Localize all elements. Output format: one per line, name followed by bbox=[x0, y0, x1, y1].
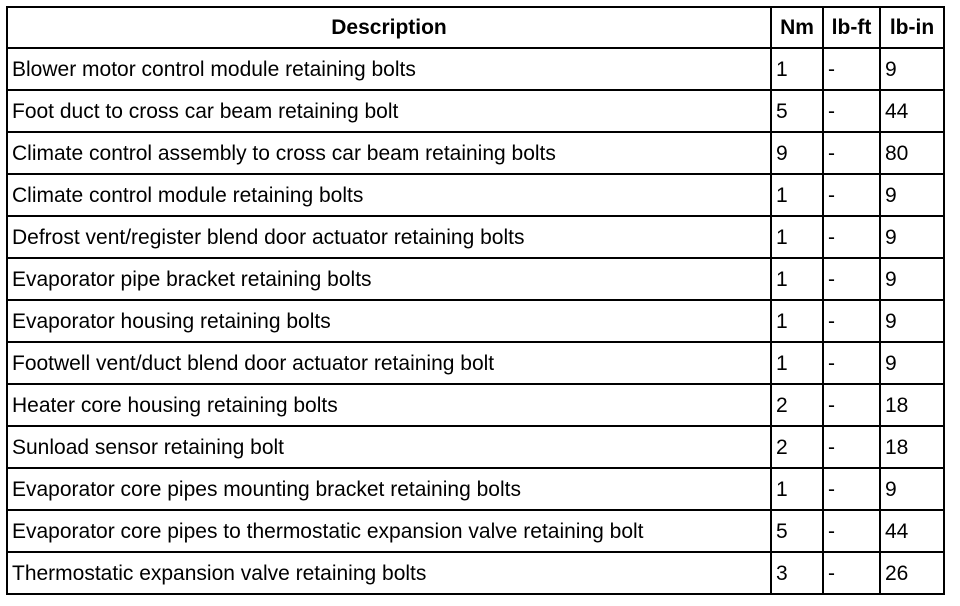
cell-description: Heater core housing retaining bolts bbox=[7, 384, 771, 426]
cell-nm: 3 bbox=[771, 552, 823, 594]
table-row bbox=[7, 90, 944, 132]
table-row bbox=[7, 216, 944, 258]
cell-nm: 1 bbox=[771, 300, 823, 342]
table-row bbox=[7, 132, 944, 174]
cell-lbin: 9 bbox=[880, 216, 944, 258]
table-row bbox=[7, 552, 944, 594]
cell-description: Evaporator core pipes mounting bracket retaining bolts bbox=[7, 468, 771, 510]
table-row bbox=[7, 384, 944, 426]
table-row bbox=[7, 258, 944, 300]
cell-lbin: 18 bbox=[880, 384, 944, 426]
cell-description: Defrost vent/register blend door actuator retaining bolts bbox=[7, 216, 771, 258]
cell-description: Evaporator core pipes to thermostatic expansion valve retaining bolt bbox=[7, 510, 771, 552]
cell-description: Thermostatic expansion valve retaining bolts bbox=[7, 552, 771, 594]
cell-lbft: - bbox=[823, 552, 880, 594]
cell-lbin: 9 bbox=[880, 258, 944, 300]
cell-lbft: - bbox=[823, 216, 880, 258]
cell-lbin: 9 bbox=[880, 342, 944, 384]
cell-nm: 1 bbox=[771, 342, 823, 384]
cell-description: Blower motor control module retaining bolts bbox=[7, 48, 771, 90]
table-header bbox=[7, 7, 944, 48]
cell-description: Climate control module retaining bolts bbox=[7, 174, 771, 216]
cell-lbft: - bbox=[823, 258, 880, 300]
cell-lbin: 9 bbox=[880, 300, 944, 342]
cell-nm: 1 bbox=[771, 258, 823, 300]
cell-nm: 9 bbox=[771, 132, 823, 174]
table-row bbox=[7, 468, 944, 510]
torque-spec-table bbox=[6, 6, 945, 595]
table-row bbox=[7, 510, 944, 552]
cell-nm: 1 bbox=[771, 216, 823, 258]
cell-lbft: - bbox=[823, 132, 880, 174]
cell-lbft: - bbox=[823, 342, 880, 384]
header-nm: Nm bbox=[771, 7, 823, 48]
header-description: Description bbox=[7, 7, 771, 48]
cell-lbft: - bbox=[823, 468, 880, 510]
table-body bbox=[7, 48, 944, 594]
table-row bbox=[7, 174, 944, 216]
cell-nm: 1 bbox=[771, 468, 823, 510]
cell-lbft: - bbox=[823, 90, 880, 132]
header-lbin: lb-in bbox=[880, 7, 944, 48]
cell-lbin: 18 bbox=[880, 426, 944, 468]
cell-lbft: - bbox=[823, 426, 880, 468]
table-row bbox=[7, 426, 944, 468]
cell-lbft: - bbox=[823, 384, 880, 426]
cell-lbin: 9 bbox=[880, 468, 944, 510]
cell-lbin: 26 bbox=[880, 552, 944, 594]
cell-lbin: 9 bbox=[880, 174, 944, 216]
cell-lbft: - bbox=[823, 300, 880, 342]
cell-lbin: 9 bbox=[880, 48, 944, 90]
cell-lbin: 80 bbox=[880, 132, 944, 174]
cell-lbft: - bbox=[823, 510, 880, 552]
header-lbft: lb-ft bbox=[823, 7, 880, 48]
cell-nm: 2 bbox=[771, 426, 823, 468]
table-row bbox=[7, 342, 944, 384]
table-row bbox=[7, 48, 944, 90]
cell-nm: 5 bbox=[771, 90, 823, 132]
cell-description: Sunload sensor retaining bolt bbox=[7, 426, 771, 468]
cell-description: Footwell vent/duct blend door actuator retaining bolt bbox=[7, 342, 771, 384]
cell-description: Foot duct to cross car beam retaining bolt bbox=[7, 90, 771, 132]
cell-nm: 5 bbox=[771, 510, 823, 552]
cell-lbin: 44 bbox=[880, 510, 944, 552]
cell-nm: 1 bbox=[771, 174, 823, 216]
cell-lbin: 44 bbox=[880, 90, 944, 132]
cell-nm: 1 bbox=[771, 48, 823, 90]
header-row bbox=[7, 7, 944, 48]
table-row bbox=[7, 300, 944, 342]
cell-lbft: - bbox=[823, 174, 880, 216]
cell-description: Evaporator pipe bracket retaining bolts bbox=[7, 258, 771, 300]
cell-description: Evaporator housing retaining bolts bbox=[7, 300, 771, 342]
cell-description: Climate control assembly to cross car beam retaining bolts bbox=[7, 132, 771, 174]
cell-nm: 2 bbox=[771, 384, 823, 426]
cell-lbft: - bbox=[823, 48, 880, 90]
